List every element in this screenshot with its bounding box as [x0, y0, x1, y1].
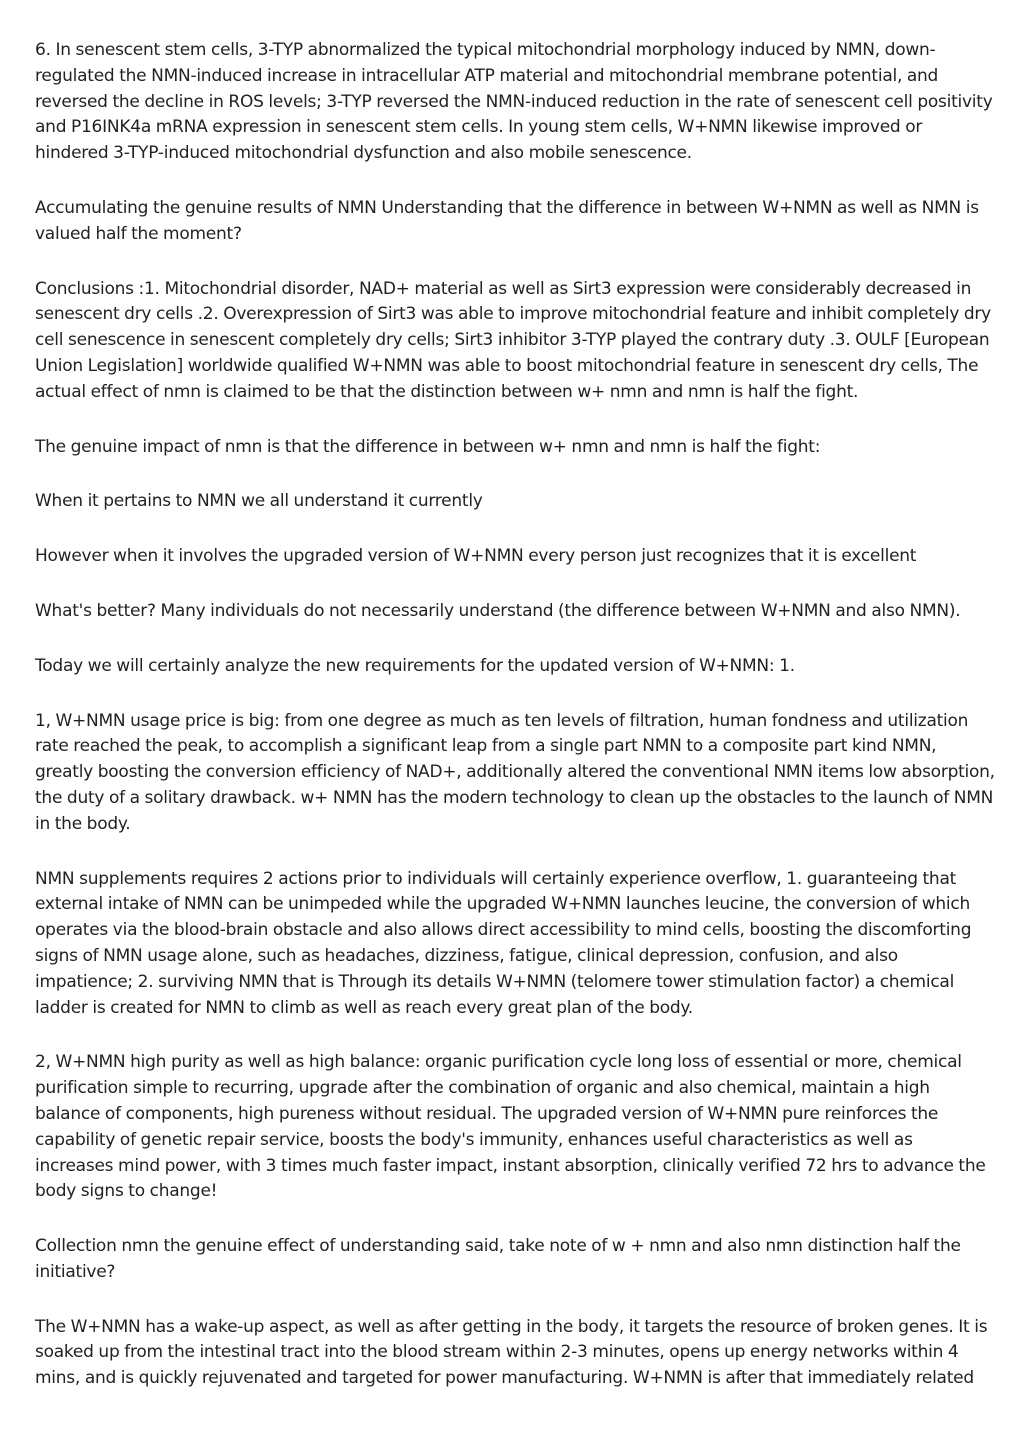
document-body [35, 38, 995, 1421]
paragraph-whats-better: What's better? Many individuals do not necessarily understand (the difference between W+NMN and also NMN). [35, 600, 961, 621]
paragraph-supplements-actions: NMN supplements requires 2 actions prior to individuals will certainly experience overflow, 1. guaranteeing that external intake of NMN can be unimpeded while the upgraded W+NMN launches leucine, the conversion of which operates via the blood-brain obstacle and also allows direct accessibility to mind cells, boosting the discomforting signs of NMN usage alone, such as headaches, dizziness, fatigue, clinical depression, confusion, and also impatience; 2. surviving NMN that is Through its details W+NMN (telomere tower stimulation factor) a chemical ladder is created for NMN to climb as well as reach every great plan of the body. [35, 868, 972, 1018]
paragraph-usage-price: 1, W+NMN usage price is big: from one degree as much as ten levels of filtration, human fondness and utilization rate reached the peak, to accomplish a significant leap from a single part NMN to a composite part kind NMN, greatly boosting the conversion efficiency of NAD+, additionally altered the conventional NMN items low absorption, the duty of a solitary drawback. w+ NMN has the modern technology to clean up the obstacles to the launch of NMN in the body. [35, 710, 995, 834]
paragraph-accumulating-results: Accumulating the genuine results of NMN Understanding that the difference in between W+NMN as well as NMN is valued half the moment? [35, 197, 979, 244]
paragraph-high-purity: 2, W+NMN high purity as well as high balance: organic purification cycle long loss of essential or more, chemical purification simple to recurring, upgrade after the combination of organic and also chemical, maintain a high balance of components, high pureness without residual. The upgraded version of W+NMN pure reinforces the capability of genetic repair service, boosts the body's immunity, enhances useful characteristics as well as increases mind power, with 3 times much faster impact, instant absorption, clinically verified 72 hrs to advance the body signs to change! [35, 1052, 986, 1202]
paragraph-senescent-stem-cells: 6. In senescent stem cells, 3-TYP abnormalized the typical mitochondrial morphology induced by NMN, down-regulated the NMN-induced increase in intracellular ATP material and mitochondrial membrane potential, and reversed the decline in ROS levels; 3-TYP reversed the NMN-induced reduction in the rate of senescent cell positivity and P16INK4a mRNA expression in senescent stem cells. In young stem cells, W+NMN likewise improved or hindered 3-TYP-induced mitochondrial dysfunction and also mobile senescence. [35, 40, 993, 164]
paragraph-conclusions: Conclusions :1. Mitochondrial disorder, NAD+ material as well as Sirt3 expression were considerably decreased in senescent dry cells .2. Overexpression of Sirt3 was able to improve mitochondrial feature and inhibit completely dry cell senescence in senescent completely dry cells; Sirt3 inhibitor 3-TYP played the contrary duty .3. OULF [European Union Legislation] worldwide qualified W+NMN was able to boost mitochondrial feature in senescent dry cells, The actual effect of nmn is claimed to be that the distinction between w+ nmn and nmn is half the fight. [35, 278, 991, 402]
paragraph-genuine-impact: The genuine impact of nmn is that the difference in between w+ nmn and nmn is half the fight: [35, 436, 821, 457]
paragraph-pertains-to-nmn: When it pertains to NMN we all understand it currently [35, 491, 483, 512]
paragraph-upgraded-version: However when it involves the upgraded version of W+NMN every person just recognizes that it is excellent [35, 546, 917, 567]
paragraph-wake-up-aspect: The W+NMN has a wake-up aspect, as well as after getting in the body, it targets the resource of broken genes. It is soaked up from the intestinal tract into the blood stream within 2-3 minutes, opens up energy networks within 4 mins, and is quickly rejuvenated and targeted for power manufacturing. W+NMN is after that immediately related [35, 1316, 988, 1389]
paragraph-collection-nmn: Collection nmn the genuine effect of understanding said, take note of w + nmn and also nmn distinction half the initiative? [35, 1236, 961, 1282]
paragraph-new-requirements: Today we will certainly analyze the new requirements for the updated version of W+NMN: 1. [35, 655, 795, 676]
